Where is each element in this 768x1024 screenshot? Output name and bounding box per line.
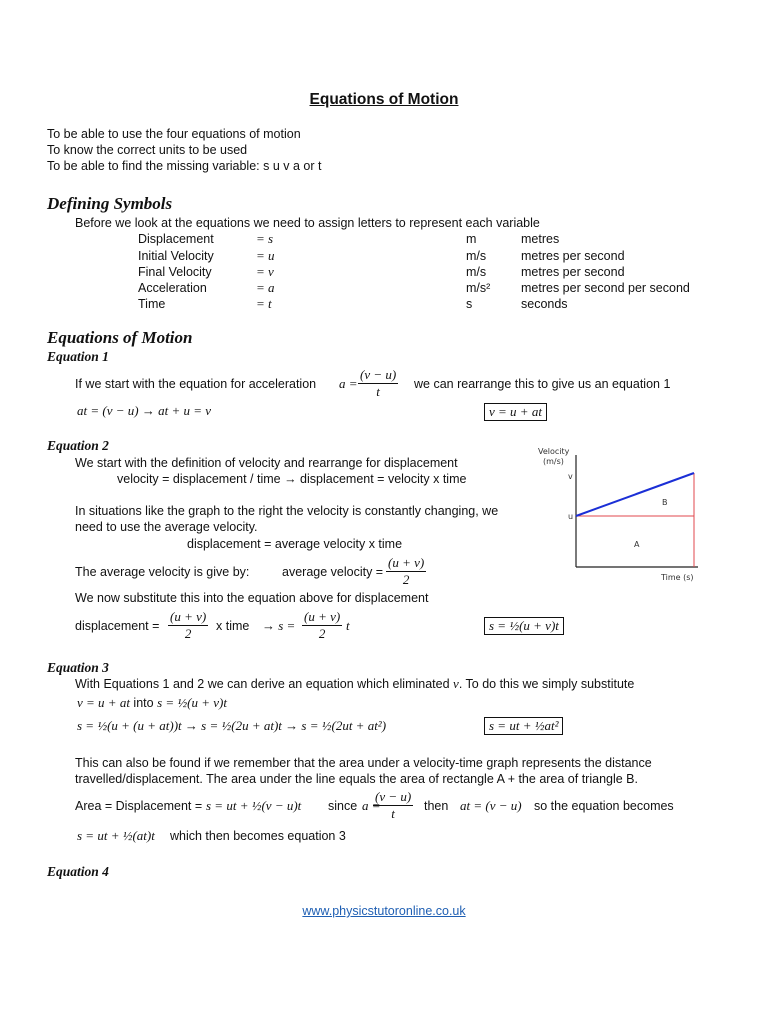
eq2-result-box: s = ½(u + v)t bbox=[484, 617, 564, 635]
eq3-sub-s: s = ½(u + v)t bbox=[157, 695, 227, 710]
graph-u-tick: u bbox=[568, 512, 574, 521]
symbol-name: Acceleration bbox=[138, 281, 207, 295]
eq2-average-fraction bbox=[386, 555, 426, 588]
eq3-since-a: a = bbox=[362, 798, 381, 813]
eq2-line-4: need to use the average velocity. bbox=[75, 520, 258, 534]
eq2-displacement-label: displacement = bbox=[75, 619, 160, 633]
eq3-area-line-2: travelled/displacement. The area under the line equals the area of rectangle A + the area of triangle B. bbox=[75, 772, 638, 786]
eq3-since: since bbox=[328, 799, 358, 813]
objective-3: To be able to find the missing variable: s u v a or t bbox=[47, 159, 322, 173]
footer-website-link[interactable]: www.physicstutoronline.co.uk bbox=[302, 904, 466, 918]
eq2-displacement-fraction bbox=[168, 609, 208, 642]
equation-2-heading: Equation 2 bbox=[47, 438, 109, 453]
objective-2: To know the correct units to be used bbox=[47, 143, 248, 157]
eq2-line-3: In situations like the graph to the right the velocity is constantly changing, we bbox=[75, 504, 499, 518]
velocity-line bbox=[576, 473, 694, 516]
eq3-sub-v: v = u + at bbox=[77, 695, 130, 710]
symbol-letter: = s bbox=[256, 231, 274, 246]
symbol-unit-name: metres per second per second bbox=[521, 281, 690, 295]
symbol-letter: = v bbox=[256, 264, 274, 279]
symbol-unit-name: metres bbox=[521, 232, 560, 246]
eq2-s-fraction bbox=[302, 609, 342, 642]
eq3-final-math: s = ut + ½(at)t bbox=[77, 828, 155, 843]
symbol-unit: m/s bbox=[466, 265, 487, 279]
symbol-name: Final Velocity bbox=[138, 265, 212, 279]
page-title: Equations of Motion bbox=[309, 91, 459, 108]
symbols-intro: Before we look at the equations we need to assign letters to represent each variable bbox=[75, 216, 540, 230]
eq3-derivation: s = ½(u + (u + at))t → s = ½(2u + at)t → s = ½(2ut + at²) bbox=[77, 718, 387, 733]
fraction-denominator: t bbox=[391, 806, 395, 821]
symbol-unit-name: metres per second bbox=[521, 249, 625, 263]
fraction-denominator: t bbox=[376, 384, 380, 399]
eq2-x-time: x time bbox=[216, 619, 250, 633]
eq2-average-text: The average velocity is give by: bbox=[75, 565, 250, 579]
fraction-numerator: (u + v) bbox=[388, 555, 425, 570]
eq3-since-fraction bbox=[373, 789, 413, 822]
eq3-sub-into: into bbox=[133, 696, 154, 710]
eq3-final-text: which then becomes equation 3 bbox=[170, 829, 346, 843]
eq3-area-line-1: This can also be found if we remember that the area under a velocity-time graph represents the distance bbox=[75, 756, 652, 770]
eq3-becomes: so the equation becomes bbox=[534, 799, 674, 813]
eq1-text-after: we can rearrange this to give us an equation 1 bbox=[414, 377, 671, 391]
eq3-area-eq-math: s = ut + ½(v − u)t bbox=[206, 798, 302, 813]
graph-y-unit: (m/s) bbox=[543, 457, 564, 466]
equation-4-heading: Equation 4 bbox=[47, 864, 109, 879]
eq1-derivation: at = (v − u) → at + u = v bbox=[77, 403, 212, 418]
symbol-name: Time bbox=[138, 297, 166, 311]
symbol-unit: m bbox=[466, 232, 477, 246]
eq3-result-box: s = ut + ½at² bbox=[484, 717, 563, 735]
eq2-s-t: t bbox=[346, 618, 350, 633]
eq3-area-eq-label: Area = Displacement = bbox=[75, 799, 203, 813]
objective-1: To be able to use the four equations of motion bbox=[47, 127, 301, 141]
fraction-numerator: (v − u) bbox=[375, 789, 412, 804]
eq2-line-1: We start with the definition of velocity and rearrange for displacement bbox=[75, 456, 458, 470]
equation-3-heading: Equation 3 bbox=[47, 660, 109, 675]
eq1-result-box: v = u + at bbox=[484, 403, 547, 421]
eq3-substitution bbox=[77, 695, 227, 711]
equations-heading: Equations of Motion bbox=[47, 328, 193, 347]
symbol-letter: = t bbox=[256, 296, 272, 311]
symbol-unit-name: seconds bbox=[521, 297, 568, 311]
graph-v-tick: v bbox=[568, 472, 573, 481]
region-a-label: A bbox=[634, 540, 640, 549]
eq1-acceleration-fraction bbox=[358, 367, 398, 400]
eq3-then-math: at = (v − u) bbox=[460, 798, 522, 813]
eq3-intro-part-2: . To do this we simply substitute bbox=[458, 677, 635, 691]
eq1-a-equals: a = bbox=[339, 376, 358, 391]
symbol-name: Initial Velocity bbox=[138, 249, 214, 263]
fraction-numerator: (u + v) bbox=[304, 609, 341, 624]
eq2-line-5: displacement = average velocity x time bbox=[187, 537, 403, 551]
eq3-intro bbox=[75, 676, 634, 692]
symbol-unit: s bbox=[466, 297, 473, 311]
equation-1-heading: Equation 1 bbox=[47, 349, 109, 364]
eq2-substitute-text: We now substitute this into the equation above for displacement bbox=[75, 591, 429, 605]
eq3-intro-part-1: With Equations 1 and 2 we can derive an equation which eliminated bbox=[75, 677, 450, 691]
region-b-label: B bbox=[662, 498, 668, 507]
symbol-unit-name: metres per second bbox=[521, 265, 625, 279]
eq3-intro-v: v bbox=[453, 676, 459, 691]
eq1-text-before: If we start with the equation for acceleration bbox=[75, 377, 317, 391]
velocity-time-graph bbox=[530, 440, 710, 590]
fraction-denominator: 2 bbox=[318, 626, 326, 641]
graph-y-label: Velocity bbox=[538, 447, 570, 456]
eq2-line-2: velocity = displacement / time → displacement = velocity x time bbox=[117, 472, 467, 486]
symbol-letter: = a bbox=[256, 280, 275, 295]
symbol-unit: m/s² bbox=[466, 281, 491, 295]
fraction-denominator: 2 bbox=[402, 572, 410, 587]
graph-x-label: Time (s) bbox=[661, 573, 694, 582]
symbol-name: Displacement bbox=[138, 232, 214, 246]
fraction-numerator: (u + v) bbox=[170, 609, 207, 624]
fraction-denominator: 2 bbox=[184, 626, 192, 641]
eq2-arrow-s: → s = bbox=[262, 618, 296, 633]
symbol-unit: m/s bbox=[466, 249, 487, 263]
defining-symbols-heading: Defining Symbols bbox=[47, 194, 173, 213]
eq2-average-label: average velocity = bbox=[282, 565, 384, 579]
symbol-letter: = u bbox=[256, 248, 275, 263]
fraction-numerator: (v − u) bbox=[360, 367, 397, 382]
eq3-then: then bbox=[424, 799, 449, 813]
